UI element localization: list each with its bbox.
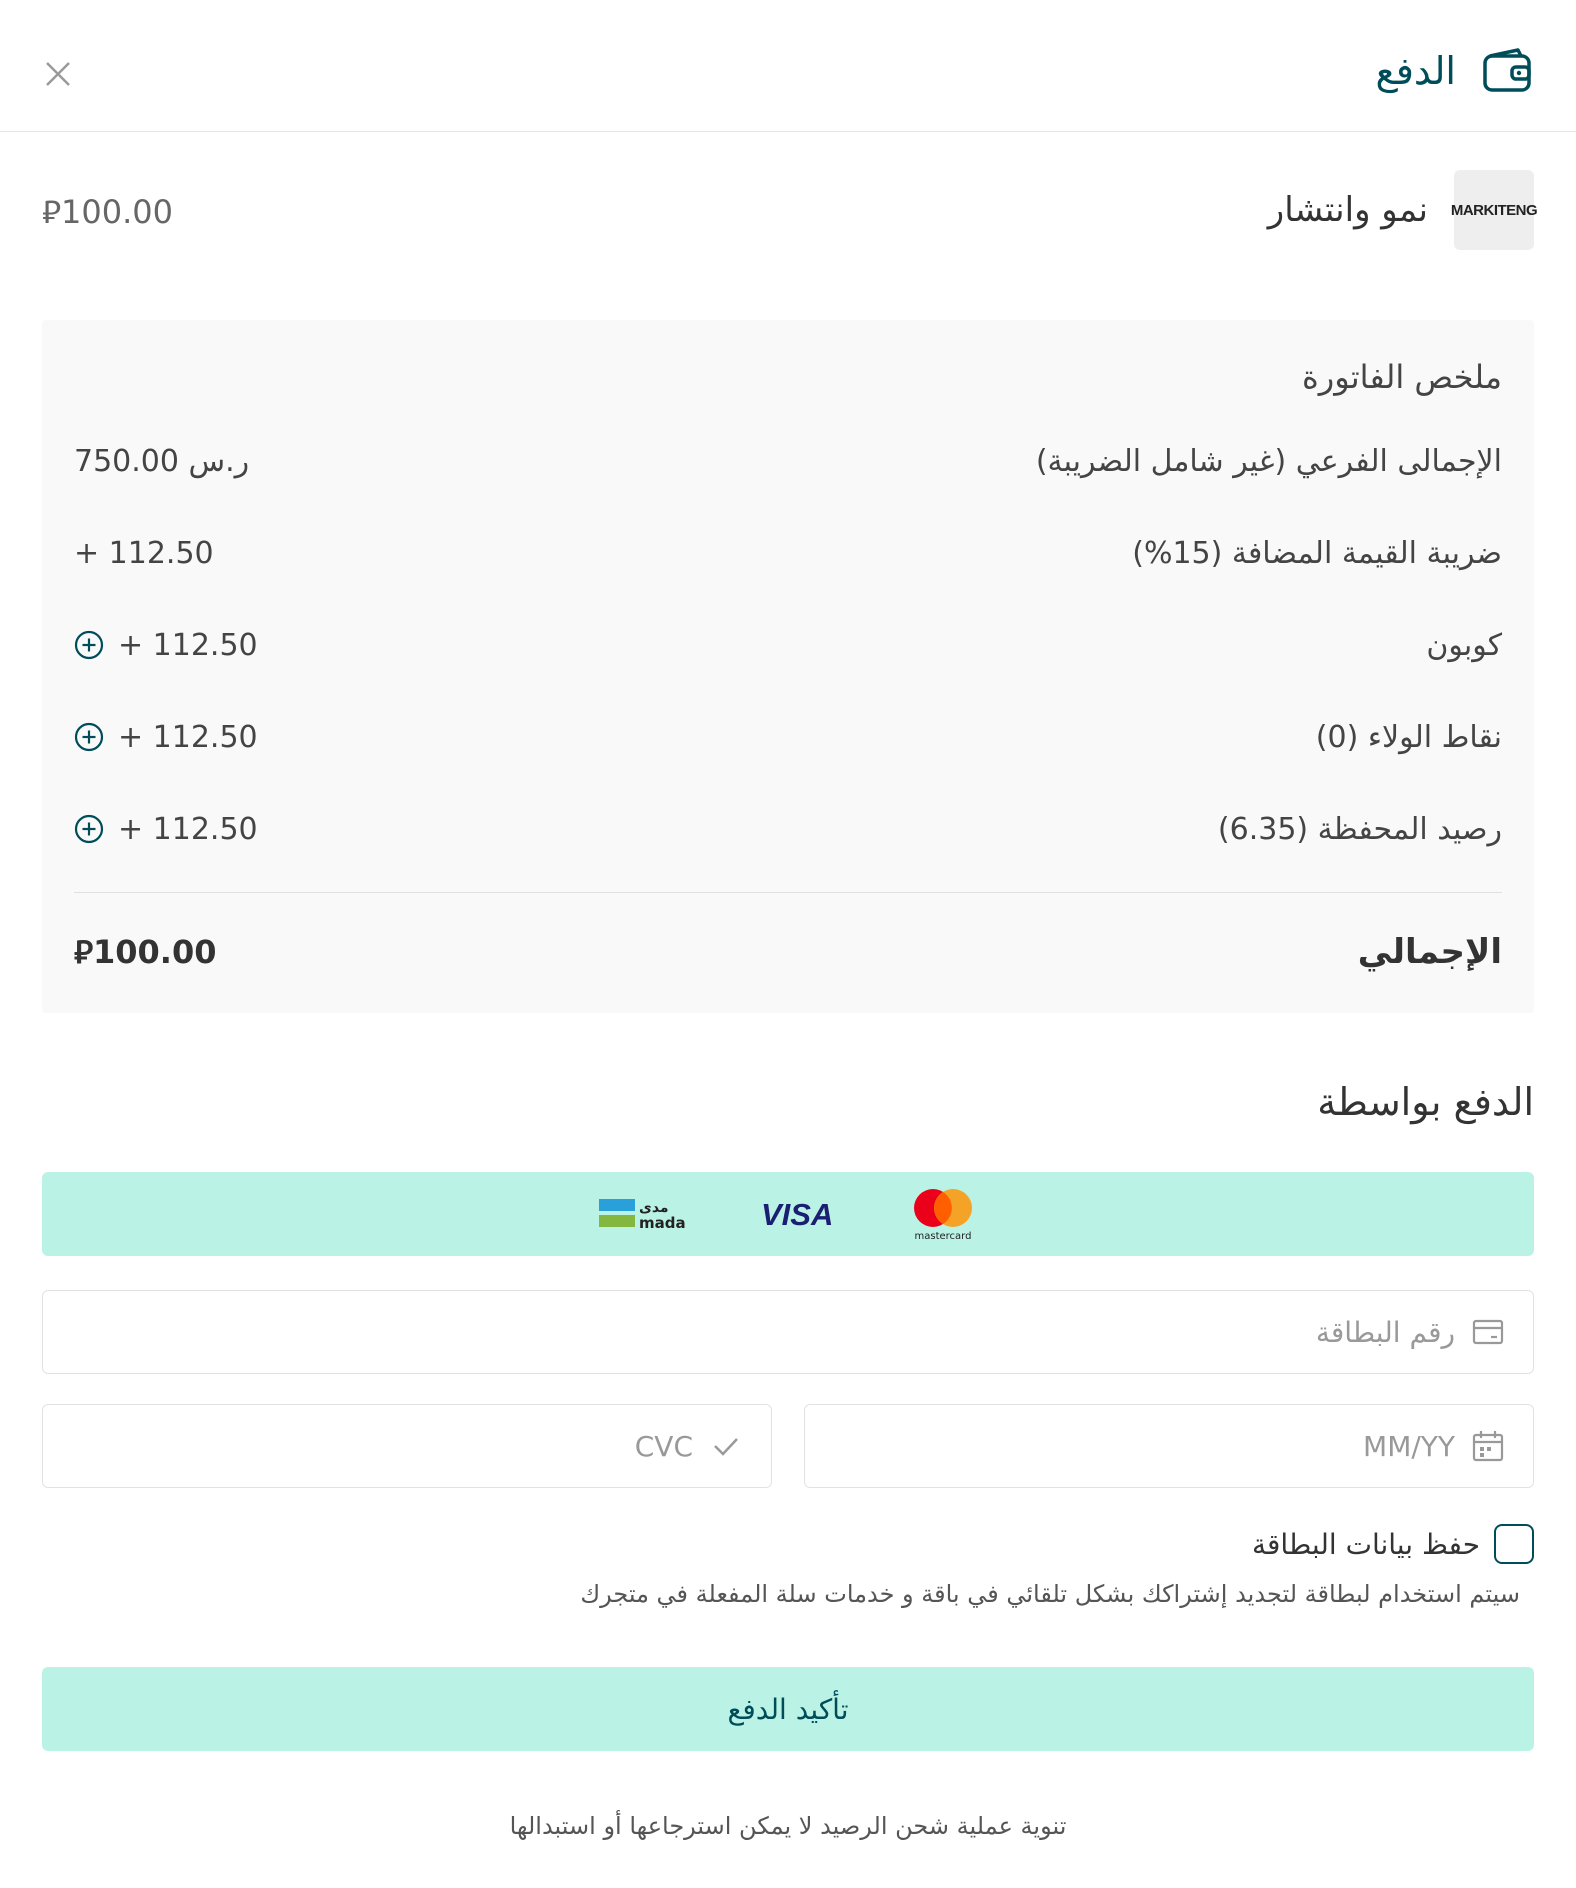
row-value-text: + 112.50 (74, 535, 214, 571)
total-label: الإجمالي (1357, 932, 1502, 972)
row-label: نقاط الولاء (0) (1315, 719, 1502, 755)
row-label: الإجمالى الفرعي (غير شامل الضريبة) (1035, 443, 1502, 479)
header-title-group (1376, 48, 1534, 94)
visa-logo-icon (759, 1197, 839, 1231)
summary-row-subtotal (74, 438, 1502, 484)
mada-logo-icon (599, 1197, 689, 1231)
payment-method-title: الدفع بواسطة (1317, 1080, 1534, 1124)
merchant-logo: MARKITENG (1454, 170, 1534, 250)
card-payment-method[interactable] (42, 1172, 1534, 1256)
cvc-field[interactable] (42, 1404, 772, 1488)
summary-divider (74, 892, 1502, 893)
expiry-input[interactable] (805, 1430, 1455, 1463)
cvc-input[interactable] (43, 1430, 693, 1463)
plus-circle-icon[interactable] (74, 630, 104, 660)
row-label: ضريبة القيمة المضافة (15%) (1132, 535, 1502, 571)
save-card-note: سيتم استخدام لبطاقة لتجديد إشتراكك بشكل تلقائي في باقة و خدمات سلة المفعلة في متجرك (580, 1580, 1520, 1608)
summary-row-wallet (74, 806, 1502, 852)
merchant-amount: ⃁100.00 (42, 193, 173, 231)
confirm-payment-button[interactable]: تأكيد الدفع (42, 1667, 1534, 1751)
row-value-text: + 112.50 (118, 627, 258, 663)
row-value-text: + 112.50 (118, 719, 258, 755)
check-icon (709, 1429, 743, 1463)
mada-label: mada (639, 1214, 686, 1231)
card-number-input[interactable] (43, 1316, 1455, 1349)
visa-label: VISA (761, 1197, 834, 1231)
summary-row-vat (74, 530, 1502, 576)
mastercard-logo-icon (909, 1186, 977, 1242)
invoice-summary (42, 320, 1534, 1013)
row-value-text: 750.00 ر.س (74, 443, 250, 479)
page-title: الدفع (1375, 49, 1456, 93)
wallet-icon (1482, 48, 1534, 94)
summary-title: ملخص الفاتورة (1302, 358, 1502, 396)
row-label: كوبون (1426, 627, 1502, 663)
row-value (74, 536, 214, 571)
plus-circle-icon[interactable] (74, 722, 104, 752)
card-number-field[interactable] (42, 1290, 1534, 1374)
total-value: ⃁100.00 (74, 933, 217, 971)
row-value-text: + 112.50 (118, 811, 258, 847)
plus-circle-icon[interactable] (74, 814, 104, 844)
refund-notice: تنوية عملية شحن الرصيد لا يمكن استرجاعها أو استبدالها (509, 1812, 1067, 1840)
mastercard-label: mastercard (914, 1231, 972, 1242)
modal-header (0, 0, 1576, 132)
row-value (74, 812, 258, 847)
expiry-field[interactable] (804, 1404, 1534, 1488)
row-value (74, 444, 249, 479)
credit-card-icon (1471, 1315, 1505, 1349)
row-label: رصيد المحفظة (6.35) (1217, 811, 1502, 847)
calendar-icon (1471, 1429, 1505, 1463)
merchant-info (1267, 170, 1538, 250)
save-card-label: حفظ بيانات البطاقة (1252, 1527, 1480, 1561)
merchant-name: نمو وانتشار (1267, 190, 1428, 230)
row-value (74, 628, 258, 663)
close-icon[interactable] (40, 56, 76, 92)
summary-row-loyalty (74, 714, 1502, 760)
summary-row-coupon (74, 622, 1502, 668)
mada-arabic-text: مدى (639, 1200, 669, 1216)
save-card-option (1252, 1524, 1534, 1564)
save-card-checkbox[interactable] (1494, 1524, 1534, 1564)
row-value (74, 720, 258, 755)
